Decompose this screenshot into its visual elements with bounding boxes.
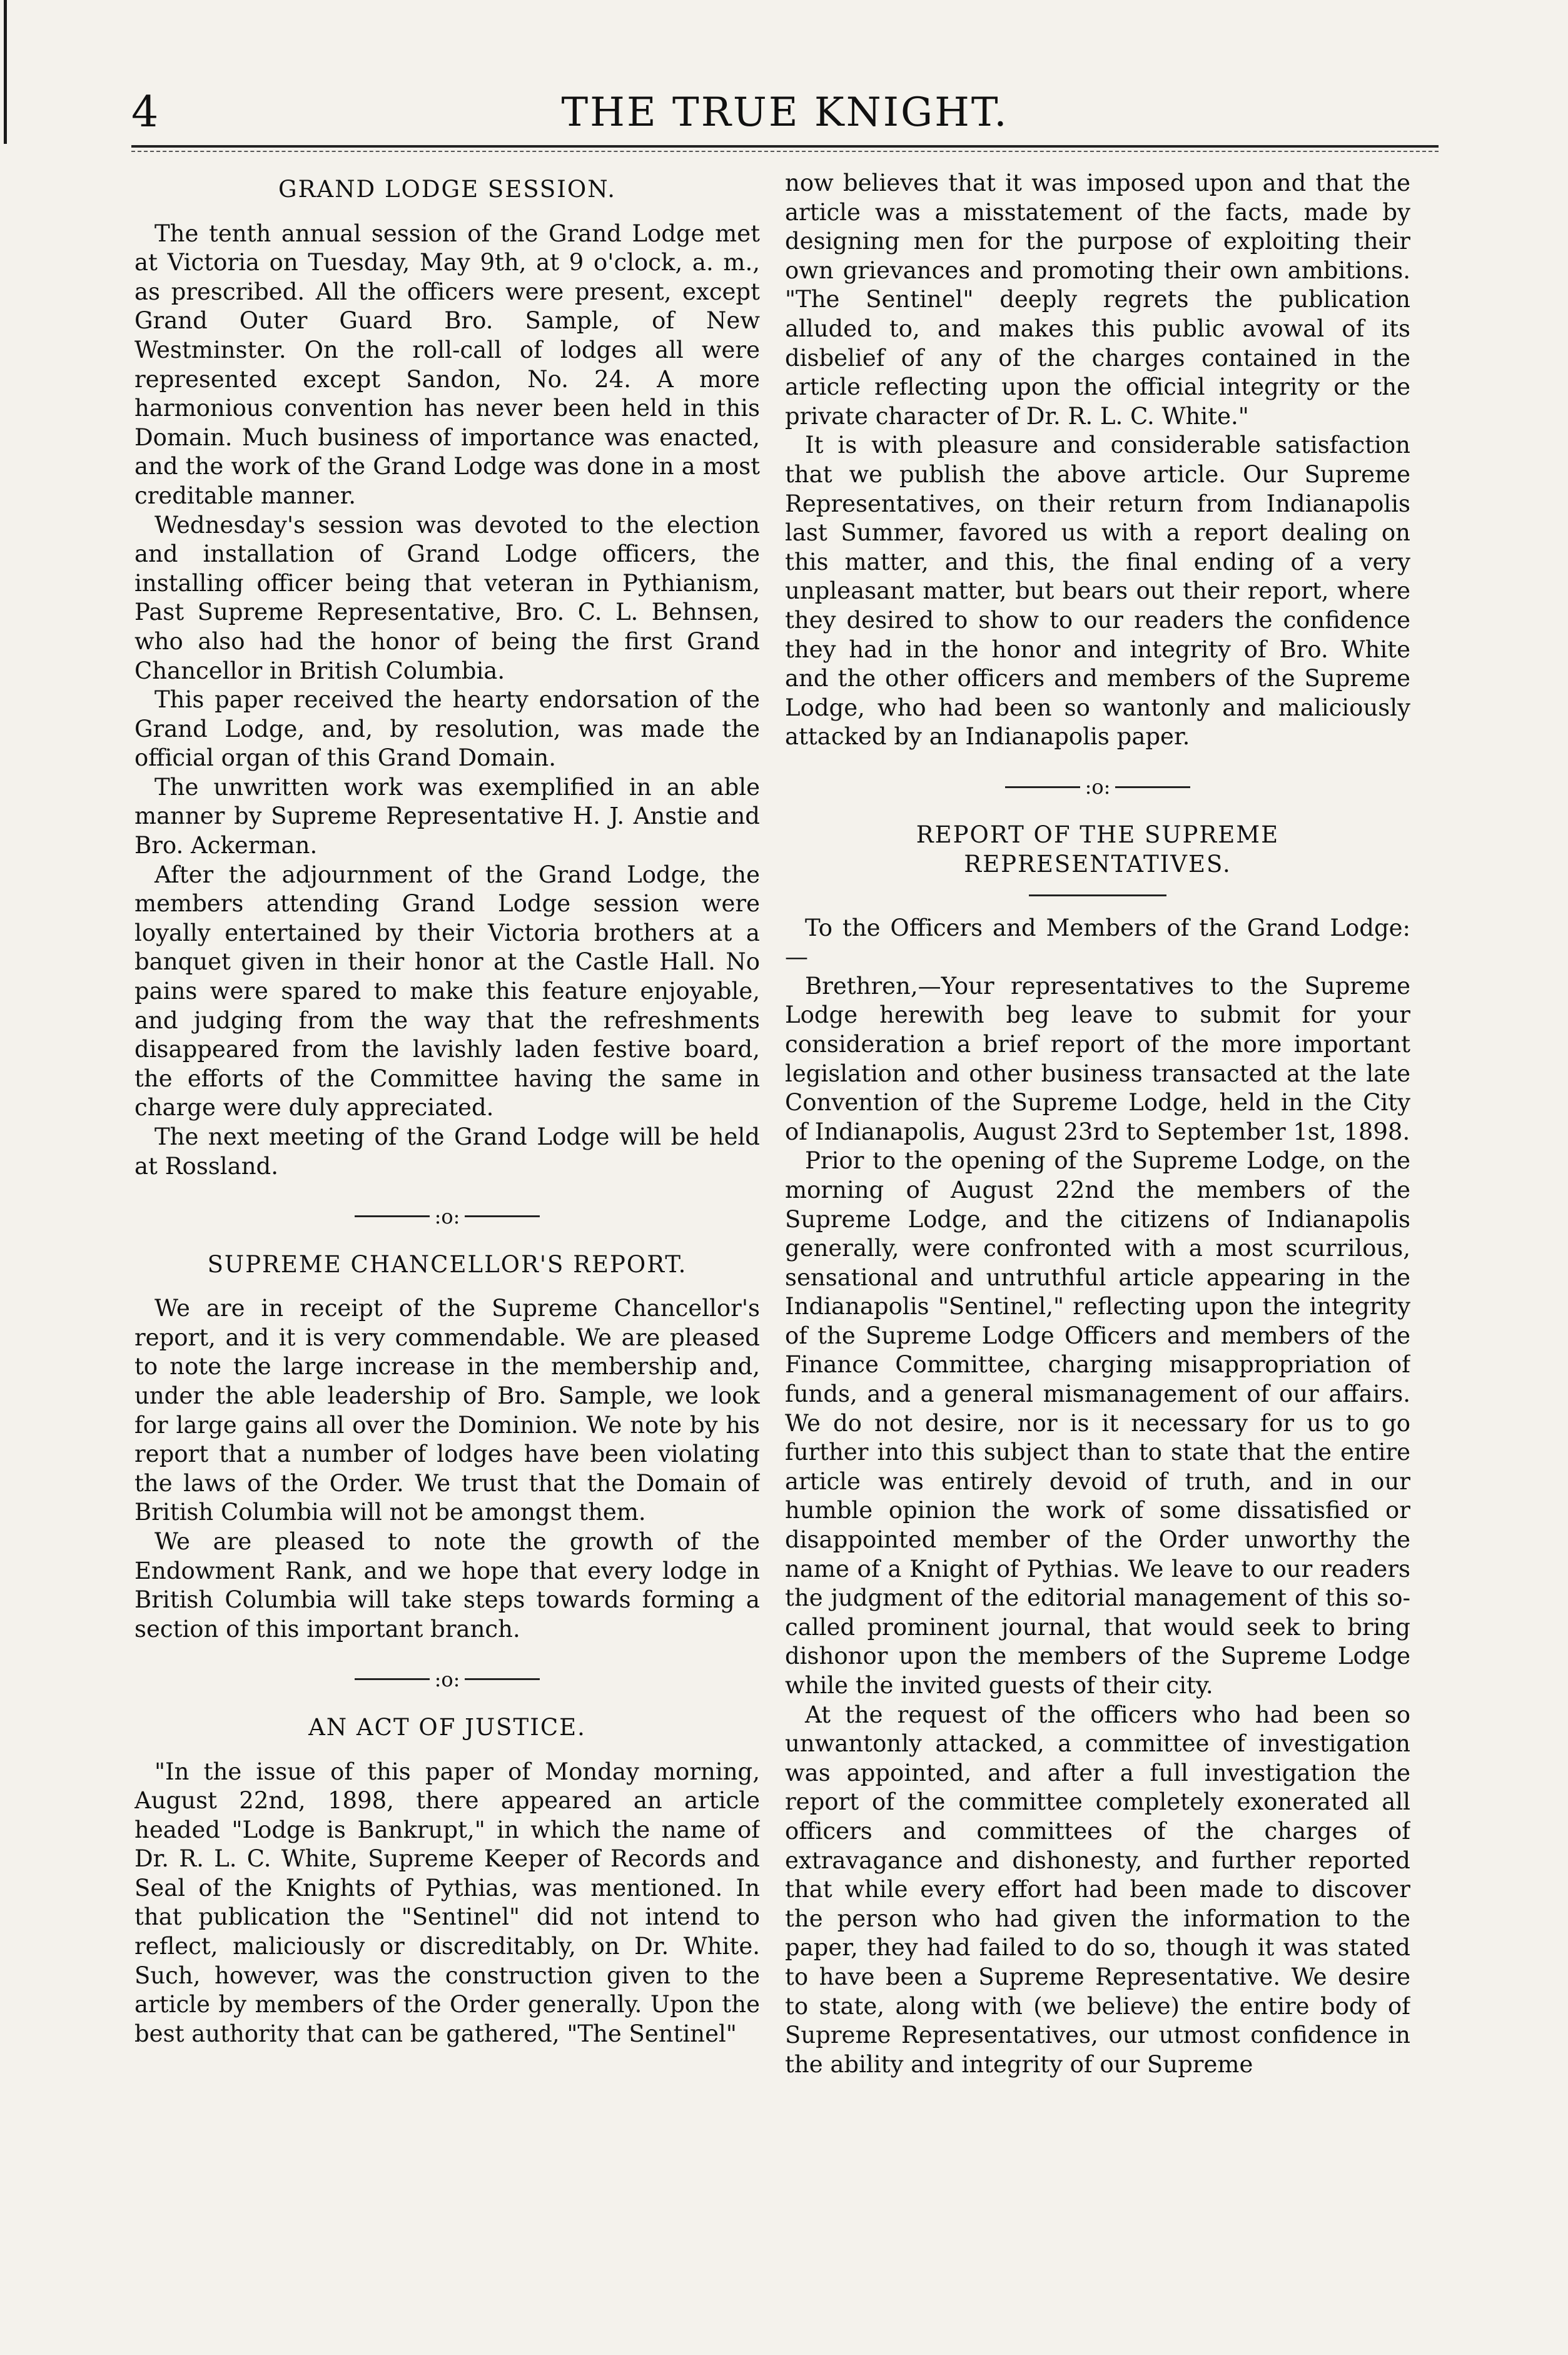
grand-lodge-article: [134, 175, 760, 1181]
separator-mark: :o:: [434, 1204, 460, 1228]
paragraph: The unwritten work was exemplified in an able manner by Supreme Representative H. J. Anstie and Bro. Ackerman.: [134, 773, 760, 859]
page-header: [131, 81, 1439, 144]
separator-dash: [1005, 786, 1080, 788]
salutation: To the Officers and Members of the Grand Lodge:—: [785, 914, 1410, 971]
separator-dash: [465, 1678, 540, 1680]
separator-dash: [465, 1215, 540, 1217]
paragraph: The tenth annual session of the Grand Lodge met at Victoria on Tuesday, May 9th, at 9 o'clock, a. m., as prescribed. All the officers were present, except Grand Outer Guard Bro. Sample, of New Westminster. On the roll-call of lodges all were represented except Sandon, No. 24. A more harmonious convention has never been held in this Domain. Much business of importance was enacted, and the work of the Grand Lodge was done in a most creditable manner.: [134, 220, 760, 509]
paragraph: now believes that it was imposed upon and that the article was a misstatement of the facts, made by designing men for the purpose of exploiting their own grievances and promoting their own ambitions. "The Sentinel" deeply regrets the publication alluded to, and makes this public avowal of its disbelief of any of the charges contained in the article reflecting upon the official integrity or the private character of Dr. R. L. C. White.": [785, 170, 1410, 430]
section-separator: [134, 1202, 760, 1229]
representatives-article: [785, 821, 1410, 2079]
heading-rule: [1029, 894, 1166, 896]
paragraph: It is with pleasure and considerable satisfaction that we publish the above article. Our Supreme Representatives, on their return from Indianapolis last Summer, favored us with a report dealing on this matter, and this, the final ending of a very unpleasant matter, but bears out their report, where they desired to show to our readers the confidence they had in the honor and integrity of Bro. White and the other officers and members of the Supreme Lodge, who had been so wantonly and maliciously attacked by an Indianapolis paper.: [785, 432, 1410, 751]
paragraph: Prior to the opening of the Supreme Lodge, on the morning of August 22nd the members of the Supreme Lodge, and the citizens of Indianapolis generally, were confronted with a most scurrilous, sensational and untruthful article appearing in the Indianapolis "Sentinel," reflecting upon the integrity of the Supreme Lodge Officers and members of the Finance Committee, charging misappropriation of funds, and a general mismanagement of our affairs. We do not desire, nor is it necessary for us to go further into this subject than to state that the entire article was entirely devoid of truth, and in our humble opinion the work of some dissatisfied or disappointed member of the Order unworthy the name of a Knight of Pythias. We leave to our readers the judgment of the editorial management of this so-called prominent journal, that would seek to bring dishonor upon the members of the Supreme Lodge while the invited guests of their city.: [785, 1147, 1410, 1699]
justice-article-continued: [785, 169, 1410, 752]
paragraph: This paper received the hearty endorsation of the Grand Lodge, and, by resolution, was made the official organ of this Grand Domain.: [134, 686, 760, 772]
paragraph: "In the issue of this paper of Monday morning, August 22nd, 1898, there appeared an article headed "Lodge is Bankrupt," in which the name of Dr. R. L. C. White, Supreme Keeper of Records and Seal of the Knights of Pythias, was mentioned. In that publication the "Sentinel" did not intend to reflect, maliciously or discreditably, on Dr. White. Such, however, was the construction given to the article by members of the Order generally. Upon the best authority that can be gathered, "The Sentinel": [134, 1758, 760, 2047]
right-column: [785, 169, 1410, 2321]
separator-mark: :o:: [434, 1667, 460, 1691]
representatives-heading: REPORT OF THE SUPREME REPRESENTATIVES.: [916, 821, 1280, 878]
section-separator: [134, 1665, 760, 1692]
page-number: 4: [131, 88, 159, 137]
paragraph: After the adjournment of the Grand Lodge, the members attending Grand Lodge session were loyally entertained by their Victoria brothers at a banquet given in their honor at the Castle Hall. No pains were spared to make this feature enjoyable, and judging from the way that the refreshments disappeared from the lavishly laden festive board, the efforts of the Committee having the same in charge were duly appreciated.: [134, 861, 760, 1122]
page-edge-line: [4, 0, 7, 144]
chancellor-heading: SUPREME CHANCELLOR'S REPORT.: [207, 1250, 687, 1278]
paragraph: We are pleased to note the growth of the Endowment Rank, and we hope that every lodge in British Columbia will take steps towards forming a section of this important branch.: [134, 1528, 760, 1643]
separator-dash: [355, 1215, 430, 1217]
separator-dash: [355, 1678, 430, 1680]
section-separator: [785, 773, 1410, 800]
paragraph: We are in receipt of the Supreme Chancellor's report, and it is very commendable. We are pleased to note the large increase in the membership and, under the able leadership of Bro. Sample, we look for large gains all over the Dominion. We note by his report that a number of lodges have been violating the laws of the Order. We trust that the Domain of British Columbia will not be amongst them.: [134, 1295, 760, 1526]
separator-dash: [1115, 786, 1190, 788]
justice-article: [134, 1713, 760, 2049]
chancellor-article: [134, 1250, 760, 1644]
grand-lodge-heading: GRAND LODGE SESSION.: [278, 176, 616, 203]
separator-mark: :o:: [1085, 775, 1111, 799]
header-rule: [131, 145, 1439, 152]
justice-heading: AN ACT OF JUSTICE.: [308, 1713, 586, 1741]
newspaper-title: THE TRUE KNIGHT.: [561, 89, 1009, 136]
left-column: [134, 169, 760, 2321]
paragraph: Brethren,—Your representatives to the Supreme Lodge herewith beg leave to submit for your consideration a brief report of the more important legislation and other business transacted at the late Convention of the Supreme Lodge, held in the City of Indianapolis, August 23rd to September 1st, 1898.: [785, 972, 1410, 1145]
paragraph: At the request of the officers who had been so unwantonly attacked, a committee of investigation was appointed, and after a full investigation the report of the committee completely exonerated all officers and committees of the charges of extravagance and dishonesty, and further reported that while every effort had been made to discover the person who had given the information to the paper, they had failed to do so, though it was stated to have been a Supreme Representative. We desire to state, along with (we believe) the entire body of Supreme Representatives, our utmost confidence in the ability and integrity of our Supreme: [785, 1701, 1410, 2078]
paragraph: The next meeting of the Grand Lodge will be held at Rossland.: [134, 1123, 760, 1180]
paragraph: Wednesday's session was devoted to the election and installation of Grand Lodge officers, the installing officer being that veteran in Pythianism, Past Supreme Representative, Bro. C. L. Behnsen, who also had the honor of being the first Grand Chancellor in British Columbia.: [134, 511, 760, 684]
